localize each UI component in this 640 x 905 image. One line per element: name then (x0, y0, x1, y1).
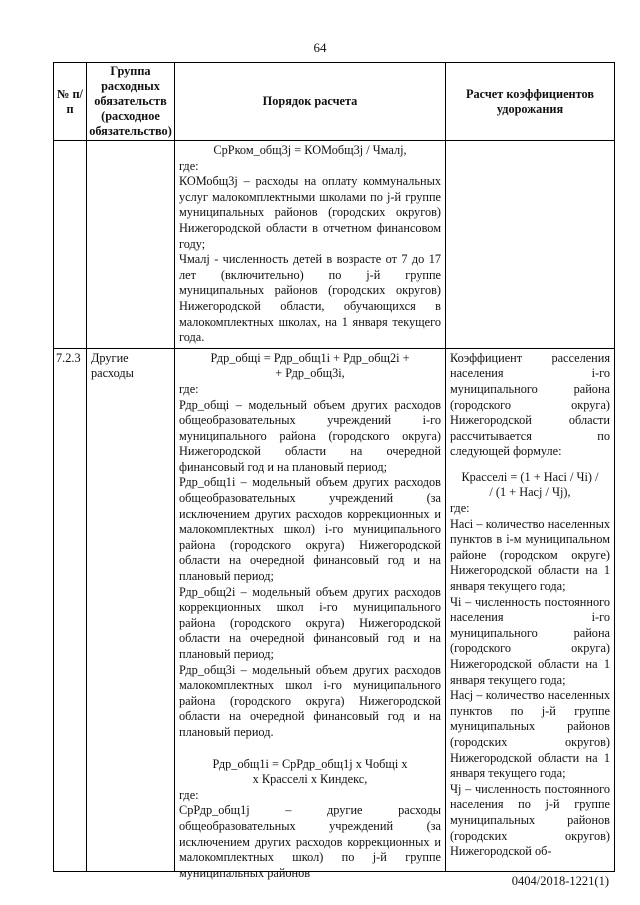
def-rdr-obsh2: Рдр_общ2i – модельный объем других расходов коррекционных школ i-го муниципального района (городского округа) Нижегородской области на очередной финансовый год и на плановый период; (179, 584, 441, 661)
row1-def-chmal: Чмалj - численность детей в возрасте от 7 до 17 лет (включительно) по j-й группе муниципальных районов (городских округов) Нижегородской области, обучающихся в малокомплектных школах, на 1 января текущего года. (179, 252, 441, 345)
def-ch-i: Чi – численность постоянного населения i-го муниципального района (городского округа) Нижегородской области на 1 января текущего года; (450, 594, 610, 687)
def-srrdr-obsh1: СрРдр_общ1j – другие расходы общеобразовательных учреждений (за исключением других расходов коррекционных и малокомплектных школ) по j-й группе муниципальных районов (179, 803, 441, 880)
row1-coef (446, 141, 615, 349)
row1-order (175, 141, 446, 349)
formula-rdr-obsh1: Рдр_общ1i = СрРдр_общ1j х Чобщi х (212, 756, 408, 771)
where-label: где: (179, 381, 199, 396)
row2-coef (446, 348, 615, 871)
header-coef: Расчет коэффициентов удорожания (446, 63, 615, 141)
table-row (54, 348, 615, 871)
def-rdr-obsh3: Рдр_общ3i – модельный объем других расходов малокомплектных школ i-го муниципального района (городского округа) Нижегородской области на очередной финансовый год и на плановый период. (179, 662, 441, 739)
table-row (54, 141, 615, 349)
formula-rdr-obsh-cont: + Рдр_общ3i, (275, 366, 345, 381)
formula-rdr-obsh: Рдр_общi = Рдр_общ1i + Рдр_общ2i + (210, 350, 410, 365)
def-rdr-obsh: Рдр_общi – модельный объем других расходов общеобразовательных учреждений i-го муниципального района (городского округа) Нижегородской области на очередной финансовый год и на плановый период; (179, 397, 441, 474)
def-nas-i: Насi – количество населенных пунктов в i-м муниципальном районе (городском округе) Нижегородской области на 1 января текущего года; (450, 516, 610, 594)
formula-rdr-obsh1-cont: х Красселi х Киндекс, (252, 772, 368, 787)
row2-order (175, 348, 446, 880)
formula-krassel: Красселi = (1 + Насi / Чi) / (461, 469, 599, 484)
coef-intro: Коэффициент расселения населения i-го муниципального района (городского округа) Нижегородской области рассчитывается по следующей формуле: (450, 350, 610, 459)
def-ch-j: Чj – численность постоянного населения по j-й группе муниципальных районов (городских округов) Нижегородской об- (450, 781, 610, 859)
table-header-row (54, 63, 615, 141)
row1-formula: СрРком_общ3j = КОМобщ3j / Чмалj, (213, 143, 407, 157)
row1-where: где: (179, 158, 199, 173)
document-code: 0404/2018-1221(1) (511, 874, 609, 888)
def-nas-j: Насj – количество населенных пунктов по j-й группе муниципальных районов (городских округов) Нижегородской области на 1 января текущего года; (450, 688, 610, 781)
where-label-2: где: (179, 787, 199, 802)
formula-krassel-cont: / (1 + Насj / Чj), (489, 485, 571, 500)
def-rdr-obsh1: Рдр_общ1i – модельный объем других расходов общеобразовательных учреждений (за исключением других расходов коррекционных и малокомплектных школ) i-го муниципального района (городского округа) Нижегородской области на очередной финансовый год и на плановый период; (179, 475, 441, 584)
row1-num (54, 141, 87, 349)
row1-def-kom: КОМобщ3j – расходы на оплату коммунальных услуг малокомплектными школами по j-й группе муниципальных районов (городских округов) Нижегородской области в отчетном финансовом году; (179, 174, 441, 251)
row2-group: Другие расходы (87, 348, 175, 871)
row1-group (87, 141, 175, 349)
header-order: Порядок расчета (175, 63, 446, 141)
page-number: 64 (313, 40, 327, 55)
header-num: № п/п (54, 63, 87, 141)
coef-where: где: (450, 501, 470, 516)
calculation-table (53, 62, 615, 880)
row2-num: 7.2.3 (54, 348, 87, 871)
header-group: Группа расходных обязательств (расходное обязательство) (87, 63, 175, 141)
